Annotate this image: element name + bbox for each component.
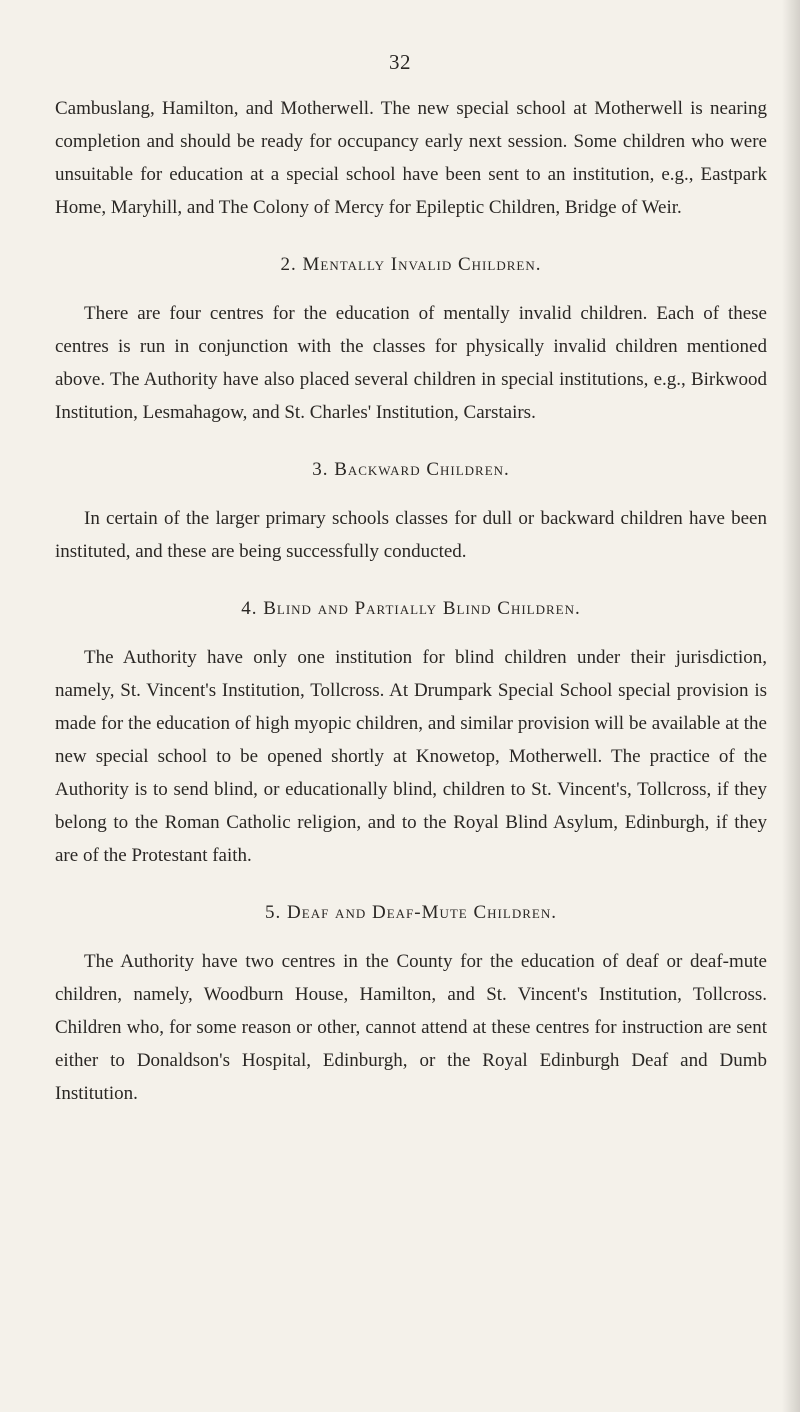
page-body (55, 92, 767, 1110)
section-paragraph-deaf: The Authority have two centres in the County for the education of deaf or deaf-mute children, namely, Woodburn House, Hamilton, and St. Vincent's Institution, Tollcross. Children who, for some reason or other, cannot attend at these centres for instruction are sent either to Donaldson's Hospital, Edinburgh, or the Royal Edinburgh Deaf and Dumb Institution. (55, 951, 767, 1104)
page-edge-shadow (782, 0, 800, 1412)
intro-paragraph: Cambuslang, Hamilton, and Motherwell. The new special school at Motherwell is nearing completion and should be ready for occupancy early next session. Some children who were unsuitable for education at a special school have been sent to an institution, e.g., Eastpark Home, Maryhill, and The Colony of Mercy for Epileptic Children, Bridge of Weir. (55, 98, 767, 218)
page-number: 32 (389, 50, 411, 74)
section-paragraph-mentally-invalid: There are four centres for the education of mentally invalid children. Each of these centres is run in conjunction with the classes for physically invalid children mentioned above. The Authority have also placed several children in special institutions, e.g., Birkwood Institution, Lesmahagow, and St. Charles' Institution, Carstairs. (55, 303, 767, 423)
section-heading-blind: 4. Blind and Partially Blind Children. (241, 598, 581, 619)
section-paragraph-backward: In certain of the larger primary schools classes for dull or backward children have been instituted, and these are being successfully conducted. (55, 508, 767, 562)
section-paragraph-blind: The Authority have only one institution for blind children under their jurisdiction, namely, St. Vincent's Institution, Tollcross. At Drumpark Special School special provision is made for the education of high myopic children, and similar provision will be available at the new special school to be opened shortly at Knowetop, Motherwell. The practice of the Authority is to send blind, or educationally blind, children to St. Vincent's, Tollcross, if they belong to the Roman Catholic religion, and to the Royal Blind Asylum, Edinburgh, if they are of the Protestant faith. (55, 647, 767, 866)
section-heading-backward: 3. Backward Children. (312, 459, 510, 480)
section-heading-mentally-invalid: 2. Mentally Invalid Children. (280, 254, 542, 275)
section-heading-deaf: 5. Deaf and Deaf-Mute Children. (265, 902, 557, 923)
